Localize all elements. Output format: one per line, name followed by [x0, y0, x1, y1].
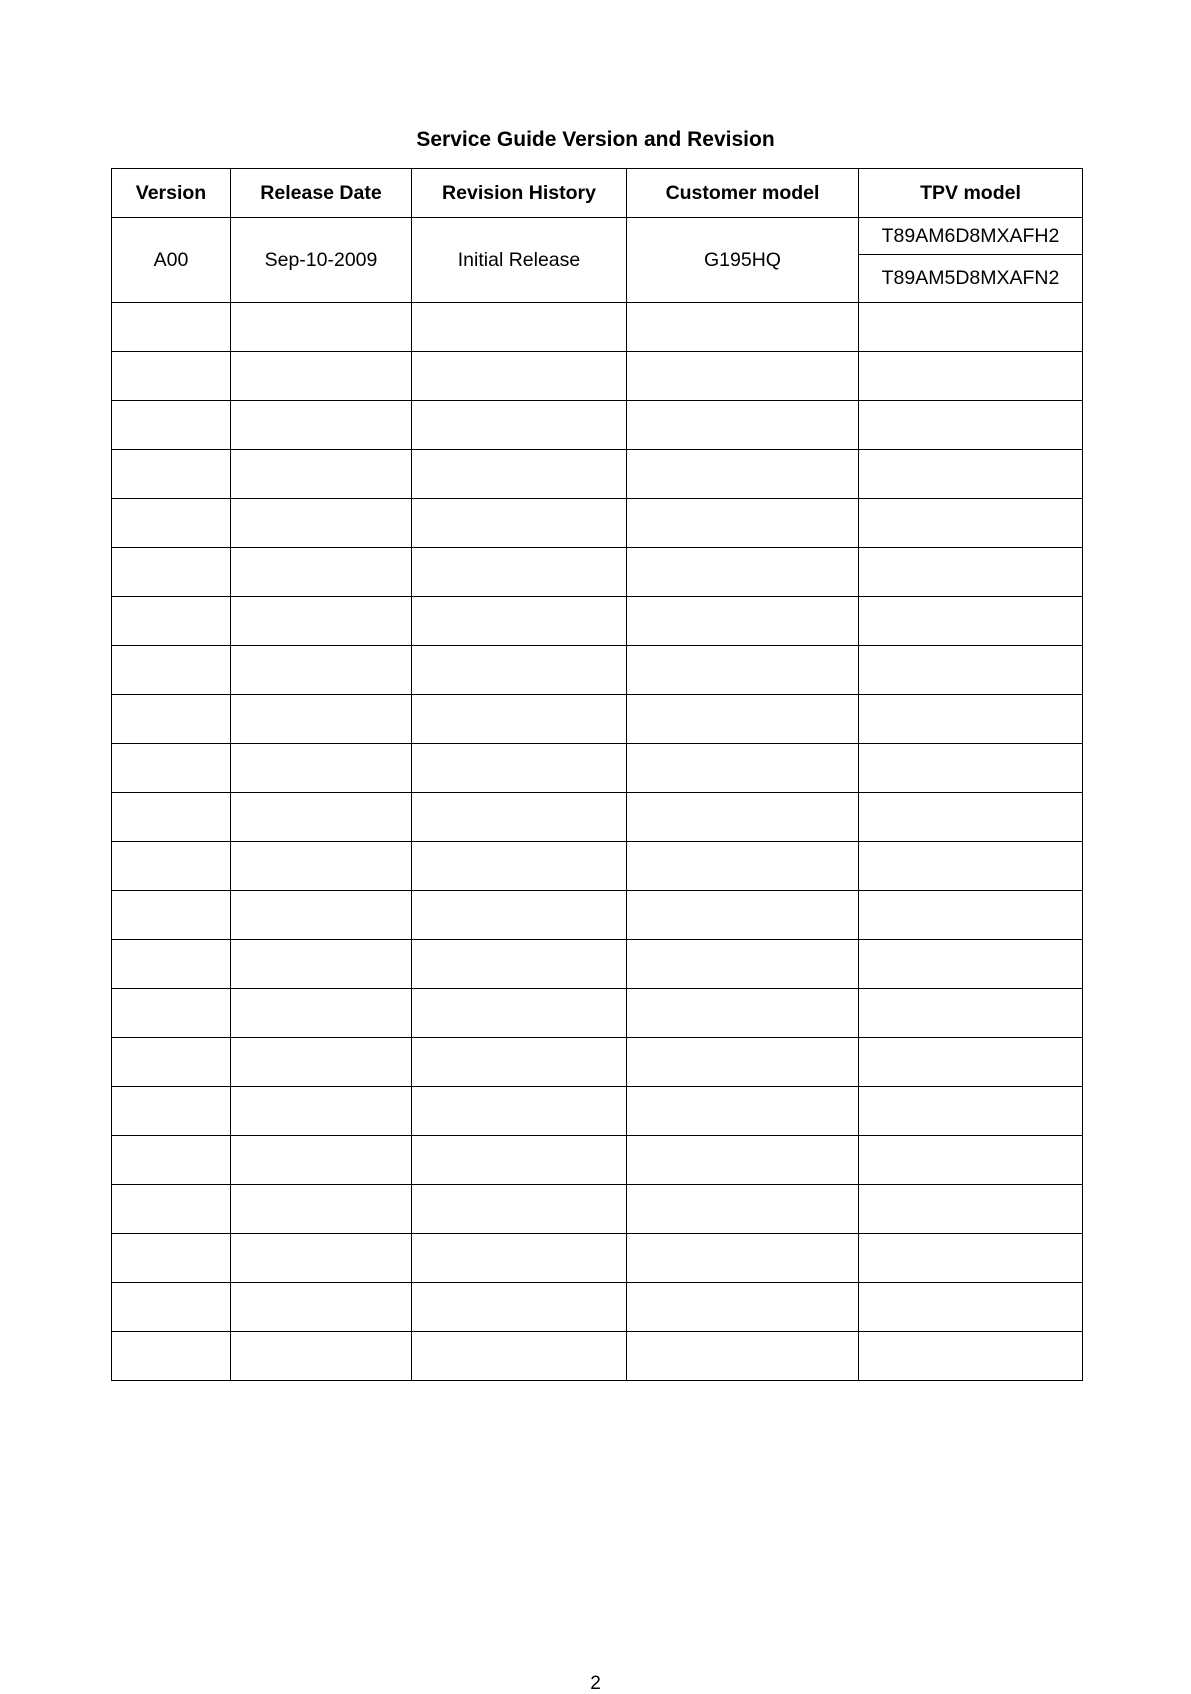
- cell-version-empty: [112, 1185, 231, 1234]
- header-revision-history: Revision History: [412, 169, 627, 218]
- page-number: 2: [590, 1673, 601, 1694]
- table-row-empty: [112, 401, 1083, 450]
- table-row-empty: [112, 499, 1083, 548]
- cell-revision-history-empty: [412, 548, 627, 597]
- cell-release-date-empty: [231, 744, 412, 793]
- cell-tpv-model-empty: [859, 842, 1083, 891]
- cell-tpv-model-empty: [859, 1283, 1083, 1332]
- cell-customer-model-empty: [627, 1185, 859, 1234]
- header-release-date: Release Date: [231, 169, 412, 218]
- cell-customer-model-empty: [627, 1038, 859, 1087]
- cell-tpv-model-empty: [859, 646, 1083, 695]
- cell-revision-history-empty: [412, 1136, 627, 1185]
- table-row-empty: [112, 1087, 1083, 1136]
- cell-tpv-model-empty: [859, 1234, 1083, 1283]
- cell-customer-model-empty: [627, 1332, 859, 1381]
- cell-tpv-model-empty: [859, 744, 1083, 793]
- table-row-empty: [112, 646, 1083, 695]
- cell-revision-history-empty: [412, 842, 627, 891]
- cell-release-date-empty: [231, 1087, 412, 1136]
- cell-version-empty: [112, 401, 231, 450]
- table-row-empty: [112, 352, 1083, 401]
- cell-tpv-model-empty: [859, 352, 1083, 401]
- table-row-empty: [112, 1038, 1083, 1087]
- table-row-empty: [112, 1136, 1083, 1185]
- cell-release-date-empty: [231, 352, 412, 401]
- table-row-empty: [112, 597, 1083, 646]
- cell-tpv-model-empty: [859, 597, 1083, 646]
- cell-customer-model-empty: [627, 352, 859, 401]
- cell-revision-history-empty: [412, 450, 627, 499]
- cell-version-empty: [112, 597, 231, 646]
- table-row-empty: [112, 1283, 1083, 1332]
- cell-release-date-empty: [231, 646, 412, 695]
- cell-release-date-empty: [231, 940, 412, 989]
- header-customer-model: Customer model: [627, 169, 859, 218]
- cell-release-date-empty: [231, 1332, 412, 1381]
- cell-revision-history: Initial Release: [412, 218, 627, 303]
- cell-release-date: Sep-10-2009: [231, 218, 412, 303]
- cell-tpv-model-empty: [859, 695, 1083, 744]
- cell-version-empty: [112, 1038, 231, 1087]
- cell-version-empty: [112, 646, 231, 695]
- cell-tpv-model-empty: [859, 450, 1083, 499]
- cell-release-date-empty: [231, 1283, 412, 1332]
- cell-customer-model-empty: [627, 1234, 859, 1283]
- table-row-empty: [112, 989, 1083, 1038]
- cell-release-date-empty: [231, 303, 412, 352]
- cell-revision-history-empty: [412, 891, 627, 940]
- table-row-empty: [112, 1332, 1083, 1381]
- cell-customer-model-empty: [627, 597, 859, 646]
- cell-revision-history-empty: [412, 401, 627, 450]
- cell-version-empty: [112, 842, 231, 891]
- cell-tpv-model-empty: [859, 303, 1083, 352]
- table-row-empty: [112, 548, 1083, 597]
- cell-release-date-empty: [231, 450, 412, 499]
- table-row: [112, 218, 1083, 255]
- cell-tpv-model-empty: [859, 401, 1083, 450]
- cell-release-date-empty: [231, 597, 412, 646]
- table-row-empty: [112, 1234, 1083, 1283]
- cell-tpv-model-empty: [859, 548, 1083, 597]
- cell-version-empty: [112, 303, 231, 352]
- table-row-empty: [112, 842, 1083, 891]
- cell-revision-history-empty: [412, 1087, 627, 1136]
- cell-version-empty: [112, 352, 231, 401]
- cell-customer-model-empty: [627, 303, 859, 352]
- cell-release-date-empty: [231, 1136, 412, 1185]
- cell-revision-history-empty: [412, 1234, 627, 1283]
- cell-release-date-empty: [231, 499, 412, 548]
- cell-release-date-empty: [231, 548, 412, 597]
- table-row-empty: [112, 450, 1083, 499]
- cell-tpv-model-empty: [859, 891, 1083, 940]
- cell-version-empty: [112, 793, 231, 842]
- cell-customer-model-empty: [627, 891, 859, 940]
- table-row-empty: [112, 1185, 1083, 1234]
- cell-revision-history-empty: [412, 793, 627, 842]
- cell-release-date-empty: [231, 401, 412, 450]
- cell-version-empty: [112, 1283, 231, 1332]
- cell-release-date-empty: [231, 1234, 412, 1283]
- cell-revision-history-empty: [412, 1283, 627, 1332]
- cell-customer-model-empty: [627, 793, 859, 842]
- cell-release-date-empty: [231, 989, 412, 1038]
- table-row-empty: [112, 891, 1083, 940]
- cell-version-empty: [112, 891, 231, 940]
- cell-version-empty: [112, 989, 231, 1038]
- cell-release-date-empty: [231, 891, 412, 940]
- page-title: Service Guide Version and Revision: [416, 128, 775, 151]
- cell-customer-model-empty: [627, 744, 859, 793]
- cell-customer-model-empty: [627, 548, 859, 597]
- cell-release-date-empty: [231, 793, 412, 842]
- table-row-empty: [112, 793, 1083, 842]
- cell-customer-model-empty: [627, 989, 859, 1038]
- cell-release-date-empty: [231, 1038, 412, 1087]
- cell-tpv-model-empty: [859, 1038, 1083, 1087]
- cell-tpv-model: T89AM6D8MXAFH2: [859, 218, 1083, 255]
- cell-revision-history-empty: [412, 352, 627, 401]
- cell-release-date-empty: [231, 1185, 412, 1234]
- cell-customer-model: G195HQ: [627, 218, 859, 303]
- cell-version-empty: [112, 1234, 231, 1283]
- cell-version-empty: [112, 1332, 231, 1381]
- cell-tpv-model-empty: [859, 1332, 1083, 1381]
- header-version: Version: [112, 169, 231, 218]
- cell-release-date-empty: [231, 842, 412, 891]
- table-row-empty: [112, 303, 1083, 352]
- cell-version-empty: [112, 744, 231, 793]
- cell-version-empty: [112, 940, 231, 989]
- cell-version-empty: [112, 695, 231, 744]
- cell-customer-model-empty: [627, 1087, 859, 1136]
- table-row-empty: [112, 940, 1083, 989]
- table-header-row: [112, 169, 1083, 218]
- cell-customer-model-empty: [627, 940, 859, 989]
- cell-version-empty: [112, 1087, 231, 1136]
- cell-version-empty: [112, 548, 231, 597]
- cell-revision-history-empty: [412, 1332, 627, 1381]
- cell-version-empty: [112, 450, 231, 499]
- cell-revision-history-empty: [412, 695, 627, 744]
- cell-revision-history-empty: [412, 989, 627, 1038]
- cell-tpv-model-empty: [859, 989, 1083, 1038]
- revision-table: [111, 168, 1083, 1381]
- cell-customer-model-empty: [627, 695, 859, 744]
- cell-revision-history-empty: [412, 1185, 627, 1234]
- cell-revision-history-empty: [412, 499, 627, 548]
- header-tpv-model: TPV model: [859, 169, 1083, 218]
- cell-revision-history-empty: [412, 303, 627, 352]
- cell-revision-history-empty: [412, 744, 627, 793]
- cell-revision-history-empty: [412, 940, 627, 989]
- table-row-empty: [112, 695, 1083, 744]
- cell-version-empty: [112, 1136, 231, 1185]
- cell-customer-model-empty: [627, 1136, 859, 1185]
- cell-version-empty: [112, 499, 231, 548]
- cell-version: A00: [112, 218, 231, 303]
- cell-customer-model-empty: [627, 450, 859, 499]
- cell-customer-model-empty: [627, 646, 859, 695]
- cell-tpv-model-empty: [859, 1087, 1083, 1136]
- table-row-empty: [112, 744, 1083, 793]
- cell-tpv-model-empty: [859, 1185, 1083, 1234]
- cell-tpv-model-empty: [859, 499, 1083, 548]
- cell-revision-history-empty: [412, 646, 627, 695]
- cell-customer-model-empty: [627, 499, 859, 548]
- cell-tpv-model-empty: [859, 1136, 1083, 1185]
- cell-tpv-model-empty: [859, 793, 1083, 842]
- cell-revision-history-empty: [412, 1038, 627, 1087]
- cell-customer-model-empty: [627, 842, 859, 891]
- cell-revision-history-empty: [412, 597, 627, 646]
- cell-tpv-model-empty: [859, 940, 1083, 989]
- cell-tpv-model: T89AM5D8MXAFN2: [859, 255, 1083, 303]
- cell-customer-model-empty: [627, 401, 859, 450]
- cell-release-date-empty: [231, 695, 412, 744]
- cell-customer-model-empty: [627, 1283, 859, 1332]
